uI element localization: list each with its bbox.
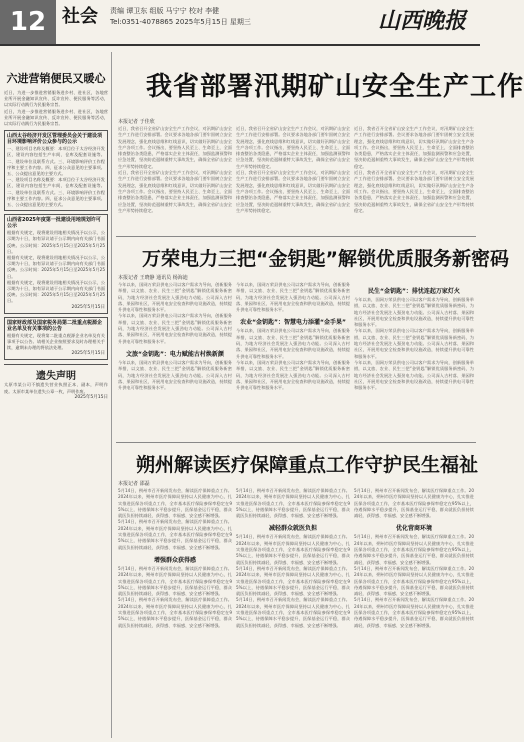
left-article-title: 六进营销便民又暖心: [6, 72, 106, 85]
land-notice-date: 2025年5月15日: [71, 304, 105, 310]
article3-col3: [354, 488, 474, 629]
article2-col2: [236, 282, 350, 391]
article3-col1: [118, 488, 232, 629]
article1-headline: 我省部署汛期矿山安全生产工作: [146, 72, 524, 102]
editors-line: 责编 谭卫东 组版 马宁宁 校对 李健: [110, 7, 220, 15]
article2-subhead-culture: 文旅“金钥匙”：电力赋能古村焕新颜: [126, 350, 224, 358]
notice-box-body-2: 一、建设项目名称及概要：本项目位于太谷经济开发区，建设内容包括生产车间、仓库及配套设施等。二、建设单位及联系方式。三、环境影响评价工作程序和主要工作内容。四、征求公众意见的主要事项。五、公众提出意见的主要方式。: [7, 177, 105, 208]
article3-text-10: 5月14日，朔州市召开新闻发布会，解读医疗保障重点工作。2024年以来，朔州市医疗保障局坚持以人民健康为中心，扎实推进医保各项重点工作，全市基本医疗保险参保率稳定在95%以上，待遇保障水平稳步提升，医保基金运行平稳，群众就医负担持续减轻，获得感、幸福感、安全感不断增强。: [354, 534, 474, 565]
article2-divider: [116, 442, 476, 443]
article1-col2: [236, 126, 350, 214]
article2-subhead-livelihood: 民生“金钥匙”：排忧连起万家灯火: [368, 288, 460, 295]
article2-headline: 万荣电力三把“金钥匙”解锁优质服务新密码: [142, 248, 509, 270]
article3-text-2: 5月14日，朔州市召开新闻发布会，解读医疗保障重点工作。2024年以来，朔州市医疗保障局坚持以人民健康为中心，扎实推进医保各项重点工作，全市基本医疗保险参保率稳定在95%以上，待遇保障水平稳步提升，医保基金运行平稳，群众就医负担持续减轻，获得感、幸福感、安全感不断增强。: [118, 519, 232, 550]
article2-text-7: 今年以来，国网万荣县供电公司以客户需求为导向，创新服务举措，以文旅、农业、民生三把“金钥匙”解锁优质服务新密码，为地方经济社会发展注入强劲电力动能。公司深入古村落、果园和社区，开展用电安全检查和供电设施改造，持续提升供电可靠性和服务水平。: [354, 297, 474, 328]
left-column: [4, 52, 108, 738]
article3-subhead-burden: 减轻群众就医负担: [268, 525, 317, 533]
article2-text-3: 今年以来，国网万荣县供电公司以客户需求为导向，创新服务举措，以文旅、农业、民生三把“金钥匙”解锁优质服务新密码，为地方经济社会发展注入强劲电力动能。公司深入古村落、果园和社区，开展用电安全检查和供电设施改造，持续提升供电可靠性和服务水平。: [118, 359, 232, 391]
article2-text-8: 今年以来，国网万荣县供电公司以客户需求为导向，创新服务举措，以文旅、农业、民生三把“金钥匙”解锁优质服务新密码，为地方经济社会发展注入强劲电力动能。公司深入古村落、果园和社区，开展用电安全检查和供电设施改造，持续提升供电可靠性和服务水平。: [354, 328, 474, 359]
tax-notice-date: 2025年5月15日: [71, 351, 105, 357]
article3-text-3: 5月14日，朔州市召开新闻发布会，解读医疗保障重点工作。2024年以来，朔州市医疗保障局坚持以人民健康为中心，扎实推进医保各项重点工作，全市基本医疗保险参保率稳定在95%以上，待遇保障水平稳步提升，医保基金运行平稳，群众就医负担持续减轻，获得感、幸福感、安全感不断增强。: [118, 565, 232, 597]
article3-text-5: 5月14日，朔州市召开新闻发布会，解读医疗保障重点工作。2024年以来，朔州市医疗保障局坚持以人民健康为中心，扎实推进医保各项重点工作，全市基本医疗保险参保率稳定在95%以上，待遇保障水平稳步提升，医保基金运行平稳，群众就医负担持续减轻，获得感、幸福感、安全感不断增强。: [236, 488, 350, 519]
article2-text-4: 今年以来，国网万荣县供电公司以客户需求为导向，创新服务举措，以文旅、农业、民生三把“金钥匙”解锁优质服务新密码，为地方经济社会发展注入强劲电力动能。公司深入古村落、果园和社区，开展用电安全检查和供电设施改造，持续提升供电可靠性和服务水平。: [236, 282, 350, 313]
article2-subhead-agri: 农业“金钥匙”：智慧电力添灌“金手果”: [240, 319, 346, 327]
article3-subhead-gain: 增强群众获得感: [153, 556, 196, 564]
page-number: 12: [0, 0, 56, 44]
article1-byline: 本报记者 于佳欣: [118, 119, 155, 125]
article2-text: 今年以来，国网万荣县供电公司以客户需求为导向，创新服务举措，以文旅、农业、民生三把“金钥匙”解锁优质服务新密码，为地方经济社会发展注入强劲电力动能。公司深入古村落、果园和社区，开展用电安全检查和供电设施改造，持续提升供电可靠性和服务水平。: [118, 282, 232, 313]
article1-text-6: 近日，我省召开全省矿山安全生产工作会议，对汛期矿山安全生产工作进行安排部署。会议要求各地各部门要牢固树立安全发展理念，强化底线思维和红线意识，切实做好汛期矿山安全生产各项工作。会议指出，要坚持人民至上、生命至上，全面排查整治各类隐患，严格落实企业主体责任，加强监测预警和应急处置，坚决防范遏制重特大事故发生，确保全省矿山安全生产形势持续稳定。: [354, 170, 474, 213]
page-header: [0, 0, 480, 44]
section-title: 社会: [62, 6, 98, 27]
article3-text: 5月14日，朔州市召开新闻发布会，解读医疗保障重点工作。2024年以来，朔州市医疗保障局坚持以人民健康为中心，扎实推进医保各项重点工作，全市基本医疗保险参保率稳定在95%以上，待遇保障水平稳步提升，医保基金运行平稳，群众就医负担持续减轻，获得感、幸福感、安全感不断增强。: [118, 488, 232, 519]
article1-text-5: 近日，我省召开全省矿山安全生产工作会议，对汛期矿山安全生产工作进行安排部署。会议要求各地各部门要牢固树立安全发展理念，强化底线思维和红线意识，切实做好汛期矿山安全生产各项工作。会议指出，要坚持人民至上、生命至上，全面排查整治各类隐患，严格落实企业主体责任，加强监测预警和应急处置，坚决防范遏制重特大事故发生，确保全省矿山安全生产形势持续稳定。: [354, 126, 474, 169]
article1-text: 近日，我省召开全省矿山安全生产工作会议，对汛期矿山安全生产工作进行安排部署。会议要求各地各部门要牢固树立安全发展理念，强化底线思维和红线意识，切实做好汛期矿山安全生产各项工作。会议指出，要坚持人民至上、生命至上，全面排查整治各类隐患，严格落实企业主体责任，加强监测预警和应急处置，坚决防范遏制重特大事故发生，确保全省矿山安全生产形势持续稳定。: [118, 126, 232, 169]
notice-box-body: 一、建设项目名称及概要：本项目位于太谷经济开发区，建设内容包括生产车间、仓库及配套设施等。二、建设单位及联系方式。三、环境影响评价工作程序和主要工作内容。四、征求公众意见的主要事项。五、公众提出意见的主要方式。: [7, 146, 105, 177]
contact-line: Tel:0351-4078865 2025年5月15日 星期三: [110, 18, 251, 26]
article1-text-3: 近日，我省召开全省矿山安全生产工作会议，对汛期矿山安全生产工作进行安排部署。会议要求各地各部门要牢固树立安全发展理念，强化底线思维和红线意识，切实做好汛期矿山安全生产各项工作。会议指出，要坚持人民至上、生命至上，全面排查整治各类隐患，严格落实企业主体责任，加强监测预警和应急处置，坚决防范遏制重特大事故发生，确保全省矿山安全生产形势持续稳定。: [236, 126, 350, 169]
article3-text-8: 5月14日，朔州市召开新闻发布会，解读医疗保障重点工作。2024年以来，朔州市医疗保障局坚持以人民健康为中心，扎实推进医保各项重点工作，全市基本医疗保险参保率稳定在95%以上，待遇保障水平稳步提升，医保基金运行平稳，群众就医负担持续减轻，获得感、幸福感、安全感不断增强。: [236, 597, 350, 628]
article2-text-6: 今年以来，国网万荣县供电公司以客户需求为导向，创新服务举措，以文旅、农业、民生三把“金钥匙”解锁优质服务新密码，为地方经济社会发展注入强劲电力动能。公司深入古村落、果园和社区，开展用电安全检查和供电设施改造，持续提升供电可靠性和服务水平。: [236, 359, 350, 391]
article3-text-12: 5月14日，朔州市召开新闻发布会，解读医疗保障重点工作。2024年以来，朔州市医疗保障局坚持以人民健康为中心，扎实推进医保各项重点工作，全市基本医疗保险参保率稳定在95%以上，待遇保障水平稳步提升，医保基金运行平稳，群众就医负担持续减轻，获得感、幸福感、安全感不断增强。: [354, 597, 474, 628]
land-notice-body: 根据有关规定，现将建设用地相关情况予以公示，公示期为十日，如有异议请于公示期内向有关部门书面反映。公示时间：2025年5月15日至2025年5月25日。: [7, 230, 105, 254]
lost-notice-body: 太原市某公司不慎遗失营业执照正本、副本，声明作废。太原市某单位遗失公章一枚，声明作废。: [4, 382, 108, 394]
tax-notice-body: 根据有关规定，现将第二批重点税源企业名单及有关事项予以公告。请相关企业按照要求及时办理相关手续，逾期未办理的将依法处理。: [7, 332, 105, 351]
article3-text-11: 5月14日，朔州市召开新闻发布会，解读医疗保障重点工作。2024年以来，朔州市医疗保障局坚持以人民健康为中心，扎实推进医保各项重点工作，全市基本医疗保险参保率稳定在95%以上，待遇保障水平稳步提升，医保基金运行平稳，群众就医负担持续减轻，获得感、幸福感、安全感不断增强。: [354, 565, 474, 597]
notice-box-title: 山西太谷经济开发区管理委员会关于建设项目环境影响评价公众参与的公示: [7, 133, 103, 146]
land-notice-body-2: 根据有关规定，现将建设用地相关情况予以公示，公示期为十日，如有异议请于公示期内向有关部门书面反映。公示时间：2025年5月15日至2025年5月25日。: [7, 255, 105, 279]
article3-text-4: 5月14日，朔州市召开新闻发布会，解读医疗保障重点工作。2024年以来，朔州市医疗保障局坚持以人民健康为中心，扎实推进医保各项重点工作，全市基本医疗保险参保率稳定在95%以上，待遇保障水平稳步提升，医保基金运行平稳，群众就医负担持续减轻，获得感、幸福感、安全感不断增强。: [118, 597, 232, 628]
article3-text-7: 5月14日，朔州市召开新闻发布会，解读医疗保障重点工作。2024年以来，朔州市医疗保障局坚持以人民健康为中心，扎实推进医保各项重点工作，全市基本医疗保险参保率稳定在95%以上，待遇保障水平稳步提升，医保基金运行平稳，群众就医负担持续减轻，获得感、幸福感、安全感不断增强。: [236, 565, 350, 597]
lost-notice-title: 遗失声明: [4, 364, 108, 382]
article3-text-9: 5月14日，朔州市召开新闻发布会，解读医疗保障重点工作。2024年以来，朔州市医疗保障局坚持以人民健康为中心，扎实推进医保各项重点工作，全市基本医疗保险参保率稳定在95%以上，待遇保障水平稳步提升，医保基金运行平稳，群众就医负担持续减轻，获得感、幸福感、安全感不断增强。: [354, 488, 474, 519]
article2-byline: 本报记者 王晓静 通讯员 杨海迪: [118, 275, 188, 281]
article3-text-6: 5月14日，朔州市召开新闻发布会，解读医疗保障重点工作。2024年以来，朔州市医疗保障局坚持以人民健康为中心，扎实推进医保各项重点工作，全市基本医疗保险参保率稳定在95%以上，待遇保障水平稳步提升，医保基金运行平稳，群众就医负担持续减轻，获得感、幸福感、安全感不断增强。: [236, 534, 350, 565]
article2-col1: [118, 282, 232, 391]
article1-divider: [116, 236, 476, 237]
land-notice-title: 山西省2025年度第一批建设用地规划许可公示: [7, 217, 101, 230]
article2-text-2: 今年以来，国网万荣县供电公司以客户需求为导向，创新服务举措，以文旅、农业、民生三把“金钥匙”解锁优质服务新密码，为地方经济社会发展注入强劲电力动能。公司深入古村落、果园和社区，开展用电安全检查和供电设施改造，持续提升供电可靠性和服务水平。: [118, 313, 232, 344]
article2-col3: [354, 282, 474, 391]
article3-col2: [236, 488, 350, 629]
newspaper-masthead: 山西晚报: [377, 8, 466, 34]
article1-col1: [118, 126, 232, 214]
article3-headline: 朔州解读医疗保障重点工作守护民生福祉: [136, 454, 479, 476]
left-article-body-2: 近日，为进一步推进营销服务进乡村、进社区，各地营业所开展金融知识宣传、反诈宣传、便民服务等活动，以实际行动践行为民服务宗旨。: [4, 108, 108, 127]
public-notice-box: [4, 130, 108, 211]
lost-notice-date: 2025年5月15日: [74, 394, 108, 400]
article1-col3: [354, 126, 474, 214]
land-notice-body-3: 根据有关规定，现将建设用地相关情况予以公示，公示期为十日，如有异议请于公示期内向有关部门书面反映。公示时间：2025年5月15日至2025年5月25日。: [7, 279, 105, 304]
column-separator: [111, 52, 112, 738]
land-notice-box: [4, 214, 108, 313]
article3-byline: 本报记者 邵磊: [118, 481, 150, 487]
tax-notice-box: [4, 317, 108, 361]
left-article-body: 近日，为进一步推进营销服务进乡村、进社区，各地营业所开展金融知识宣传、反诈宣传、便民服务等活动，以实际行动践行为民服务宗旨。: [4, 90, 108, 108]
tax-notice-title: 国家财政部及国家税务局第二批重点税源企业名单及有关事项的公告: [7, 319, 103, 332]
article2-text-9: 今年以来，国网万荣县供电公司以客户需求为导向，创新服务举措，以文旅、农业、民生三把“金钥匙”解锁优质服务新密码，为地方经济社会发展注入强劲电力动能。公司深入古村落、果园和社区，开展用电安全检查和供电设施改造，持续提升供电可靠性和服务水平。: [354, 359, 474, 391]
header-rule: [0, 44, 480, 46]
article1-text-4: 近日，我省召开全省矿山安全生产工作会议，对汛期矿山安全生产工作进行安排部署。会议要求各地各部门要牢固树立安全发展理念，强化底线思维和红线意识，切实做好汛期矿山安全生产各项工作。会议指出，要坚持人民至上、生命至上，全面排查整治各类隐患，严格落实企业主体责任，加强监测预警和应急处置，坚决防范遏制重特大事故发生，确保全省矿山安全生产形势持续稳定。: [236, 170, 350, 213]
article3-subhead-business: 优化营商环境: [395, 525, 432, 533]
article1-text-2: 近日，我省召开全省矿山安全生产工作会议，对汛期矿山安全生产工作进行安排部署。会议要求各地各部门要牢固树立安全发展理念，强化底线思维和红线意识，切实做好汛期矿山安全生产各项工作。会议指出，要坚持人民至上、生命至上，全面排查整治各类隐患，严格落实企业主体责任，加强监测预警和应急处置，坚决防范遏制重特大事故发生，确保全省矿山安全生产形势持续稳定。: [118, 170, 232, 213]
article2-text-5: 今年以来，国网万荣县供电公司以客户需求为导向，创新服务举措，以文旅、农业、民生三把“金钥匙”解锁优质服务新密码，为地方经济社会发展注入强劲电力动能。公司深入古村落、果园和社区，开展用电安全检查和供电设施改造，持续提升供电可靠性和服务水平。: [236, 328, 350, 359]
